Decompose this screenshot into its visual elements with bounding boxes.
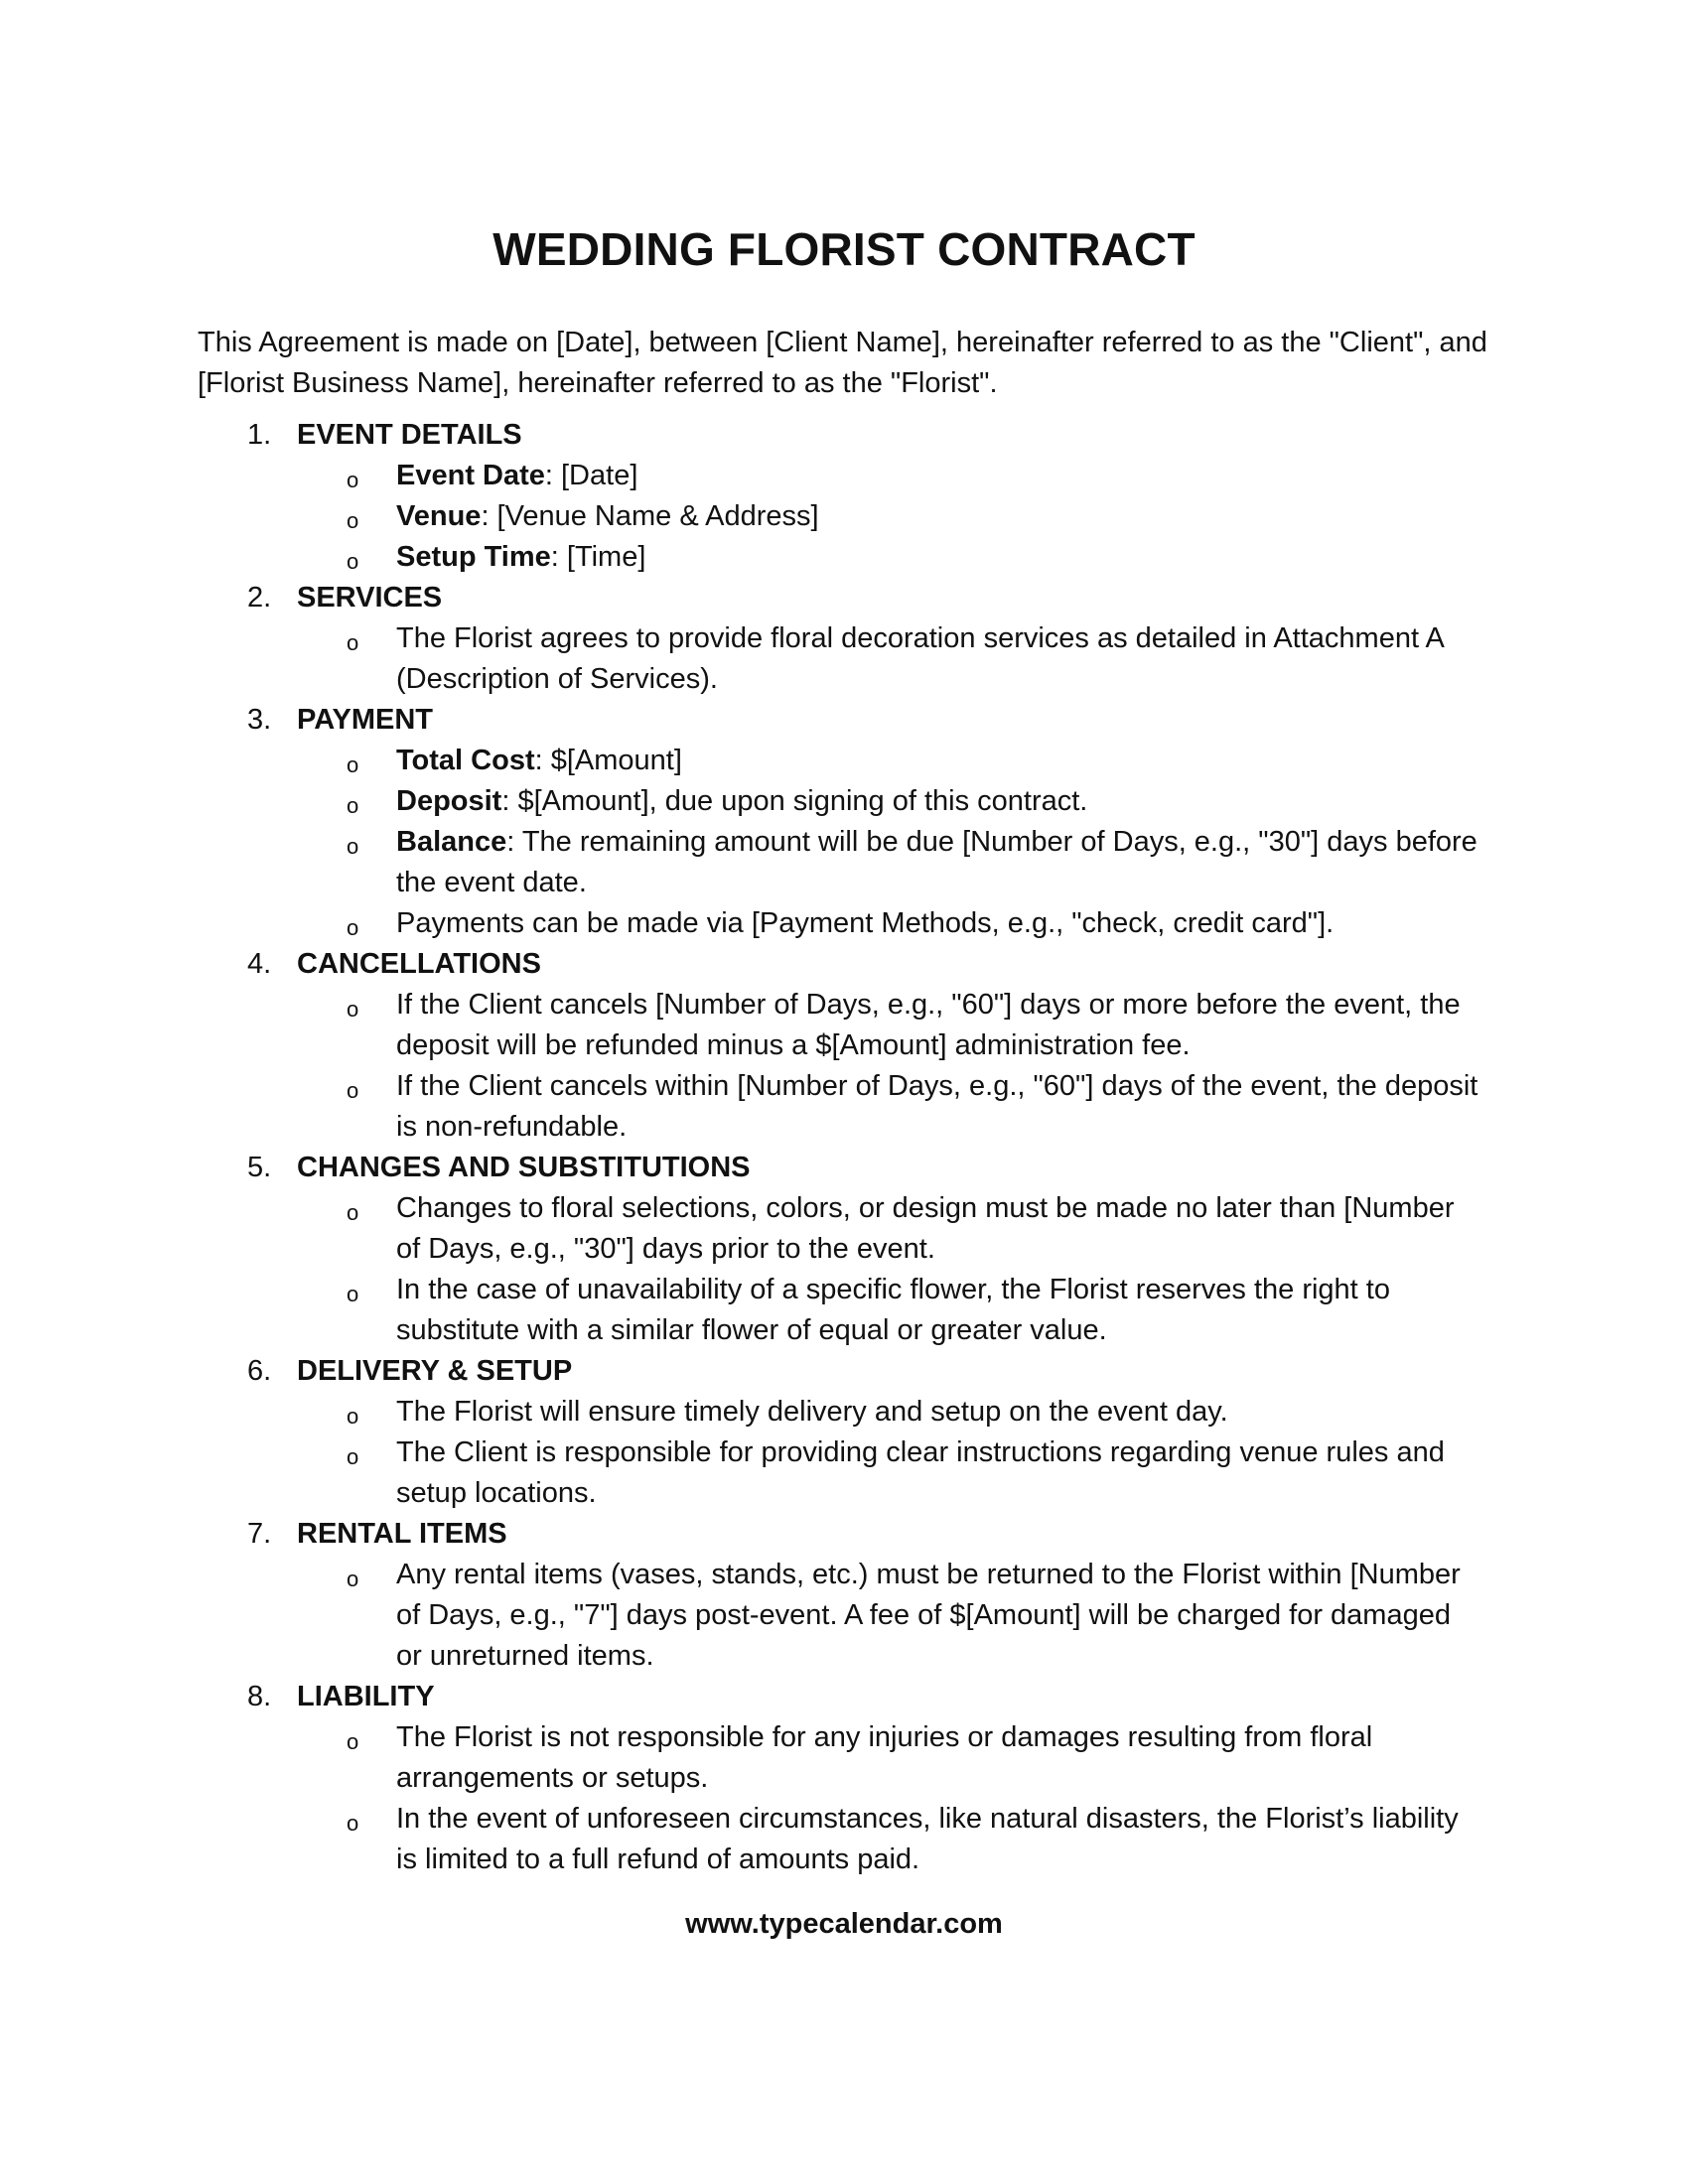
item-text: The Florist is not responsible for any injuries or damages resulting from floral arrangements or setups. (396, 1721, 1373, 1794)
bullet-marker: o (347, 1200, 359, 1225)
list-item (297, 985, 1478, 1066)
section-items (297, 985, 1508, 1148)
list-item (297, 1066, 1478, 1148)
section-heading: LIABILITY (297, 1681, 435, 1712)
section-number: 1. (247, 419, 272, 451)
section-items (297, 741, 1508, 944)
contract-section (198, 1514, 1508, 1677)
bullet-marker: o (347, 1444, 359, 1469)
list-item (297, 1717, 1478, 1799)
item-text: : $[Amount] (534, 745, 682, 776)
section-heading: CANCELLATIONS (297, 948, 541, 980)
bullet-marker: o (347, 1078, 359, 1103)
item-text: Any rental items (vases, stands, etc.) must be returned to the Florist within [Number of Days, e.g., "7"] days post-event. A fee of $[Amount] will be charged for damaged or unreturned items. (396, 1559, 1461, 1672)
section-items (297, 618, 1508, 700)
item-text: : [Date] (544, 460, 638, 491)
item-text: : The remaining amount will be due [Number of Days, e.g., "30"] days before the event date. (396, 826, 1477, 898)
section-number: 5. (247, 1152, 272, 1183)
item-text: In the event of unforeseen circumstances, like natural disasters, the Florist’s liability is limited to a full refund of amounts paid. (396, 1803, 1459, 1875)
contract-section (198, 1677, 1508, 1880)
section-heading: CHANGES AND SUBSTITUTIONS (297, 1152, 751, 1183)
section-items (297, 1717, 1508, 1880)
item-label: Balance (396, 826, 507, 858)
bullet-marker: o (347, 915, 359, 940)
list-item (297, 1392, 1478, 1433)
intro-paragraph: This Agreement is made on [Date], between [Client Name], hereinafter referred to as the "Client", and [Florist Business Name], hereinafter referred to as the "Florist". (198, 327, 1487, 399)
list-item (297, 496, 1478, 537)
contract-section (198, 944, 1508, 1148)
section-number: 7. (247, 1518, 272, 1550)
section-heading: PAYMENT (297, 704, 433, 736)
section-number: 2. (247, 582, 272, 614)
bullet-marker: o (347, 1811, 359, 1836)
contract-section (198, 578, 1508, 700)
list-item (297, 618, 1478, 700)
item-text: Payments can be made via [Payment Methods, e.g., "check, credit card"]. (396, 907, 1335, 939)
section-items (297, 1188, 1508, 1351)
bullet-marker: o (347, 1282, 359, 1306)
item-text: The Client is responsible for providing clear instructions regarding venue rules and setup locations. (396, 1436, 1445, 1509)
item-label: Venue (396, 500, 482, 532)
section-number: 8. (247, 1681, 272, 1712)
list-item (297, 1555, 1478, 1677)
item-text: The Florist agrees to provide floral decoration services as detailed in Attachment A (Description of Services). (396, 622, 1444, 695)
section-items (297, 1392, 1508, 1514)
section-heading: DELIVERY & SETUP (297, 1355, 573, 1387)
list-item (297, 1433, 1478, 1514)
footer-website: www.typecalendar.com (685, 1908, 1003, 1940)
item-text: : $[Amount], due upon signing of this contract. (501, 785, 1088, 817)
contract-section (198, 700, 1508, 944)
contract-sections (198, 415, 1508, 1880)
section-number: 4. (247, 948, 272, 980)
section-number: 3. (247, 704, 272, 736)
list-item (297, 1270, 1478, 1351)
section-heading: RENTAL ITEMS (297, 1518, 507, 1550)
section-number: 6. (247, 1355, 272, 1387)
list-item (297, 1799, 1478, 1880)
section-items (297, 1555, 1508, 1677)
item-label: Event Date (396, 460, 545, 491)
list-item (297, 781, 1478, 822)
contract-section (198, 1148, 1508, 1351)
contract-section (198, 1351, 1508, 1514)
item-label: Total Cost (396, 745, 535, 776)
list-item (297, 822, 1478, 903)
bullet-marker: o (347, 508, 359, 533)
bullet-marker: o (347, 1567, 359, 1591)
bullet-marker: o (347, 793, 359, 818)
section-heading: SERVICES (297, 582, 443, 614)
list-item (297, 456, 1478, 496)
list-item (297, 741, 1478, 781)
bullet-marker: o (347, 468, 359, 492)
contract-section (198, 415, 1508, 578)
bullet-marker: o (347, 549, 359, 574)
document-title: WEDDING FLORIST CONTRACT (492, 222, 1196, 275)
item-text: In the case of unavailability of a specific flower, the Florist reserves the right to substitute with a similar flower of equal or greater value. (396, 1274, 1390, 1346)
list-item (297, 1188, 1478, 1270)
bullet-marker: o (347, 630, 359, 655)
item-text: Changes to floral selections, colors, or design must be made no later than [Number of Days, e.g., "30"] days prior to the event. (396, 1192, 1455, 1265)
item-label: Deposit (396, 785, 502, 817)
bullet-marker: o (347, 1729, 359, 1754)
list-item (297, 903, 1478, 944)
bullet-marker: o (347, 1404, 359, 1429)
item-text: : [Venue Name & Address] (481, 500, 819, 532)
bullet-marker: o (347, 997, 359, 1022)
item-text: : [Time] (550, 541, 646, 573)
section-items (297, 456, 1508, 578)
bullet-marker: o (347, 752, 359, 777)
item-label: Setup Time (396, 541, 551, 573)
item-text: If the Client cancels within [Number of Days, e.g., "60"] days of the event, the deposit is non-refundable. (396, 1070, 1478, 1143)
item-text: If the Client cancels [Number of Days, e.g., "60"] days or more before the event, the deposit will be refunded minus a $[Amount] administration fee. (396, 989, 1461, 1061)
bullet-marker: o (347, 834, 359, 859)
section-heading: EVENT DETAILS (297, 419, 522, 451)
item-text: The Florist will ensure timely delivery and setup on the event day. (396, 1396, 1228, 1428)
list-item (297, 537, 1478, 578)
